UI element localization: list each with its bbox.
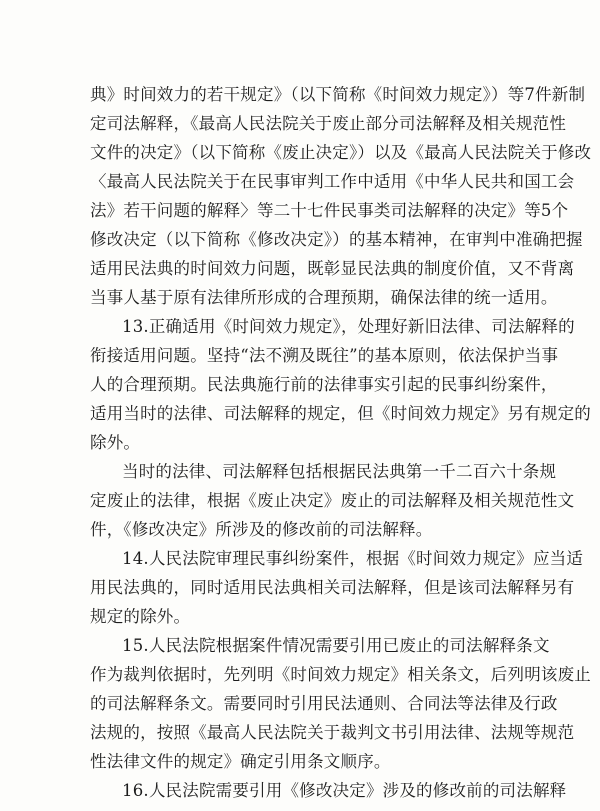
body-text-line: 〈最高人民法院关于在民事审判工作中适用《中华人民共和国工会 xyxy=(90,172,575,191)
body-text-line: 典》时间效力的若干规定》（以下简称《时间效力规定》）等7件新制 xyxy=(90,85,586,104)
body-text-line: 性法律文件的规定》确定引用条文顺序。 xyxy=(90,752,391,771)
paragraph-16-start: 16.人民法院需要引用《修改决定》涉及的修改前的司法解释 xyxy=(122,781,567,800)
body-text-line: 当事人基于原有法律所形成的合理预期，确保法律的统一适用。 xyxy=(90,288,558,307)
body-text-line: 规定的除外。 xyxy=(90,607,191,626)
body-text-line: 人的合理预期。民法典施行前的法律事实引起的民事纠纷案件， xyxy=(90,375,558,394)
body-text-line: 法规的，按照《最高人民法院关于裁判文书引用法律、法规等规范 xyxy=(90,723,575,742)
body-text-line: 法》若干问题的解释〉等二十七件民事类司法解释的决定》等5个 xyxy=(90,201,569,220)
paragraph-13-start: 13.正确适用《时间效力规定》，处理好新旧法律、司法解释的 xyxy=(122,317,575,336)
body-text-line: 件，《修改决定》所涉及的修改前的司法解释。 xyxy=(90,520,433,539)
body-text-line: 适用当时的法律、司法解释的规定，但《时间效力规定》另有规定的 xyxy=(90,404,591,423)
body-text-line: 作为裁判依据时，先列明《时间效力规定》相关条文，后列明该废止 xyxy=(90,665,591,684)
paragraph-15-start: 15.人民法院根据案件情况需要引用已废止的司法解释条文 xyxy=(122,636,550,655)
body-text-line: 适用民法典的时间效力问题，既彰显民法典的制度价值，又不背离 xyxy=(90,259,575,278)
body-text-line: 的司法解释条文。需要同时引用民法通则、合同法等法律及行政 xyxy=(90,694,558,713)
body-text-line: 用民法典的，同时适用民法典相关司法解释，但是该司法解释另有 xyxy=(90,578,575,597)
body-text-line: 定司法解释，《最高人民法院关于废止部分司法解释及相关规范性 xyxy=(90,114,567,133)
body-text-line: 定废止的法律，根据《废止决定》废止的司法解释及相关规范性文 xyxy=(90,491,575,510)
body-text-line: 除外。 xyxy=(90,433,141,452)
paragraph-14-start: 14.人民法院审理民事纠纷案件，根据《时间效力规定》应当适 xyxy=(122,549,584,568)
body-text-line: 衔接适用问题。坚持“法不溯及既往”的基本原则，依法保护当事 xyxy=(90,346,559,365)
body-text-line: 文件的决定》（以下简称《废止决定》）以及《最高人民法院关于修改 xyxy=(90,143,592,162)
paragraph-start: 当时的法律、司法解释包括根据民法典第一千二百六十条规 xyxy=(122,462,557,481)
body-text-line: 修改决定（以下简称《修改决定》）的基本精神，在审判中准确把握 xyxy=(90,230,583,249)
